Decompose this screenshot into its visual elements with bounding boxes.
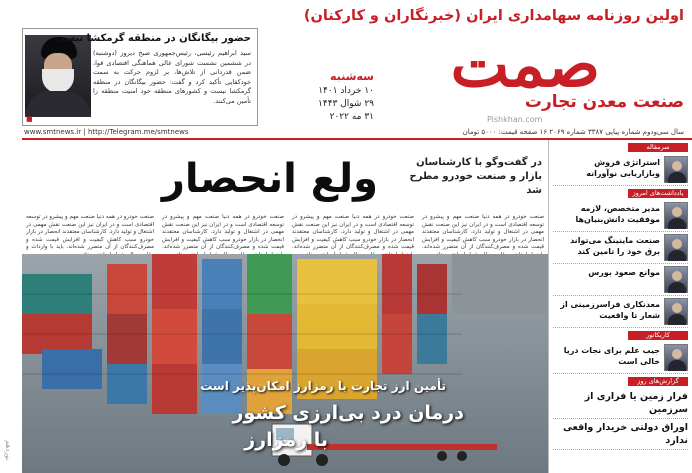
sidebar-item-label: استراتژی فروش وبازاریابی نوآورانه xyxy=(586,158,660,178)
sidebar-item-note[interactable] xyxy=(553,200,688,232)
logo-subtitle: صنعت معدن تجارت xyxy=(524,92,684,112)
photo-caption: تأمین ارز تجارت با رمزارز امکان‌پذیر است xyxy=(200,379,446,393)
issue-info-strip xyxy=(22,128,692,140)
sidebar-report-item[interactable]: فرار زمین یا فراری از سرزمین xyxy=(553,388,688,419)
newspaper-logo: صمت xyxy=(450,28,600,101)
sidebar-report-item[interactable]: اوراق دولتی خریدار واقعی ندارد xyxy=(553,419,688,450)
masthead xyxy=(258,0,692,122)
article-column: صنعت خودرو در همه دنیا صنعت مهم و پیشرو در توسعه اقتصادی است و در ایران نیز این صنعت نقش مهمی در اشتغال و تولید دارد. کارشناسان معتقدند انحصار در بازار خودرو سبب کاهش کیفیت و افزایش قیمت شده و مصرف‌کنندگان از آن متضرر شده‌اند. xyxy=(422,214,544,250)
author-photo xyxy=(664,156,688,183)
author-photo xyxy=(664,298,688,325)
watermark: Pishkhan.com xyxy=(487,115,543,124)
sidebar-item-note[interactable] xyxy=(553,232,688,264)
section-label-editorial: سرمقاله xyxy=(628,143,688,152)
section-label-notes: یادداشت‌های امروز xyxy=(628,189,688,198)
author-photo xyxy=(664,234,688,261)
top-story-box[interactable] xyxy=(22,28,258,126)
sidebar-item-cartoon[interactable] xyxy=(553,342,688,374)
date-line: ۱۰ خرداد ۱۴۰۱ xyxy=(318,86,374,96)
tagline: اولین روزنامه سهامداری ایران (خبرنگاران و کارکنان) xyxy=(303,8,684,24)
container-port-photo[interactable] xyxy=(22,254,548,473)
photo-headline-line-2: با رمزارز xyxy=(244,429,328,451)
weekday: سه‌شنبه xyxy=(330,70,374,83)
continue-marker-icon: ■ xyxy=(26,115,33,123)
sidebar xyxy=(548,140,692,473)
page-margin xyxy=(0,0,22,473)
main-headline: ولع انحصار xyxy=(161,156,378,202)
sidebar-item-note[interactable] xyxy=(553,296,688,328)
author-photo xyxy=(664,344,688,371)
website-links[interactable]: www.smtnews.ir | http://Telegram.me/smtnews xyxy=(24,128,189,136)
president-photo xyxy=(25,35,91,115)
article-column: صنعت خودرو در همه دنیا صنعت مهم و پیشرو در توسعه اقتصادی است و در ایران نیز این صنعت نقش مهمی در اشتغال و تولید دارد. کارشناسان معتقدند انحصار در بازار خودرو سبب کاهش کیفیت و افزایش قیمت شده و مصرف‌کنندگان از آن متضرر شده‌اند. باید با واردات و xyxy=(26,214,154,250)
article-column: صنعت خودرو در همه دنیا صنعت مهم و پیشرو در توسعه اقتصادی است و در ایران نیز این صنعت نقش مهمی در اشتغال و تولید دارد. کارشناسان معتقدند انحصار در بازار خودرو سبب کاهش کیفیت و افزایش قیمت شده و مصرف‌کنندگان از آن متضرر شده‌اند. xyxy=(162,214,284,250)
date-line: ۲۹ شوال ۱۴۴۳ xyxy=(318,99,374,109)
sidebar-item-label: مدیر متخصص، لازمه موفقیت دانش‌بنیان‌ها xyxy=(575,204,660,224)
issue-date xyxy=(312,70,374,124)
issue-details: سال سی‌ودوم شماره پیاپی ۳۳۸۷ شماره ۲۰۶۹ ۱۶ صفحه قیمت: ۵۰۰۰ تومان xyxy=(462,128,684,136)
sidebar-item-label: معدنکاری فراسرزمینی از شعار تا واقعیت xyxy=(560,300,660,320)
top-story-text: سید ابراهیم رئیسی، رئیس‌جمهوری صبح دیروز (دوشنبه) در ششمین نشست شورای عالی هماهنگی اقتصادی قوا، ضمن قدردانی از تلاش‌ها، بر لزوم حرکت به سمت خودکفایی تأکید کرد و گفت: حضور بیگانگان در منطقه گرمکشا نیست و کشورهای منطقه خود امنیت منطقه را تأمین می‌کنند. xyxy=(93,49,251,105)
author-photo xyxy=(664,266,688,293)
article-body xyxy=(22,214,548,254)
headline-block[interactable] xyxy=(22,142,548,216)
sidebar-item-label: صنعت ماینینگ می‌تواند برق خود را تامین کند xyxy=(570,236,660,256)
margin-text: نوزدهم xyxy=(4,440,12,461)
author-photo xyxy=(664,202,688,229)
top-story-title: حضور بیگانگان در منطقه گرمکشا نیست xyxy=(54,33,251,44)
headline-kicker: در گفت‌وگو با کارشناسان بازار و صنعت خودرو مطرح شد xyxy=(409,157,542,196)
sidebar-item-note[interactable] xyxy=(553,264,688,296)
sidebar-item-label: جیب علم برای نجات دریا خالی است xyxy=(563,346,660,366)
date-line: ۳۱ مه ۲۰۲۲ xyxy=(329,112,374,122)
photo-headline-line-1: درمان درد بی‌ارزی کشور xyxy=(232,402,464,424)
section-label-cartoon: کاریکاتور xyxy=(628,331,688,340)
article-column: صنعت خودرو در همه دنیا صنعت مهم و پیشرو در توسعه اقتصادی است و در ایران نیز این صنعت نقش مهمی در اشتغال و تولید دارد. کارشناسان معتقدند انحصار در بازار خودرو سبب کاهش کیفیت و افزایش قیمت شده و مصرف‌کنندگان از آن متضرر شده‌اند. xyxy=(292,214,414,250)
sidebar-item-label: موانع صعود بورس xyxy=(588,268,660,277)
sidebar-item-editorial[interactable] xyxy=(553,154,688,186)
section-label-reports: گزارش‌های روز xyxy=(628,377,688,386)
